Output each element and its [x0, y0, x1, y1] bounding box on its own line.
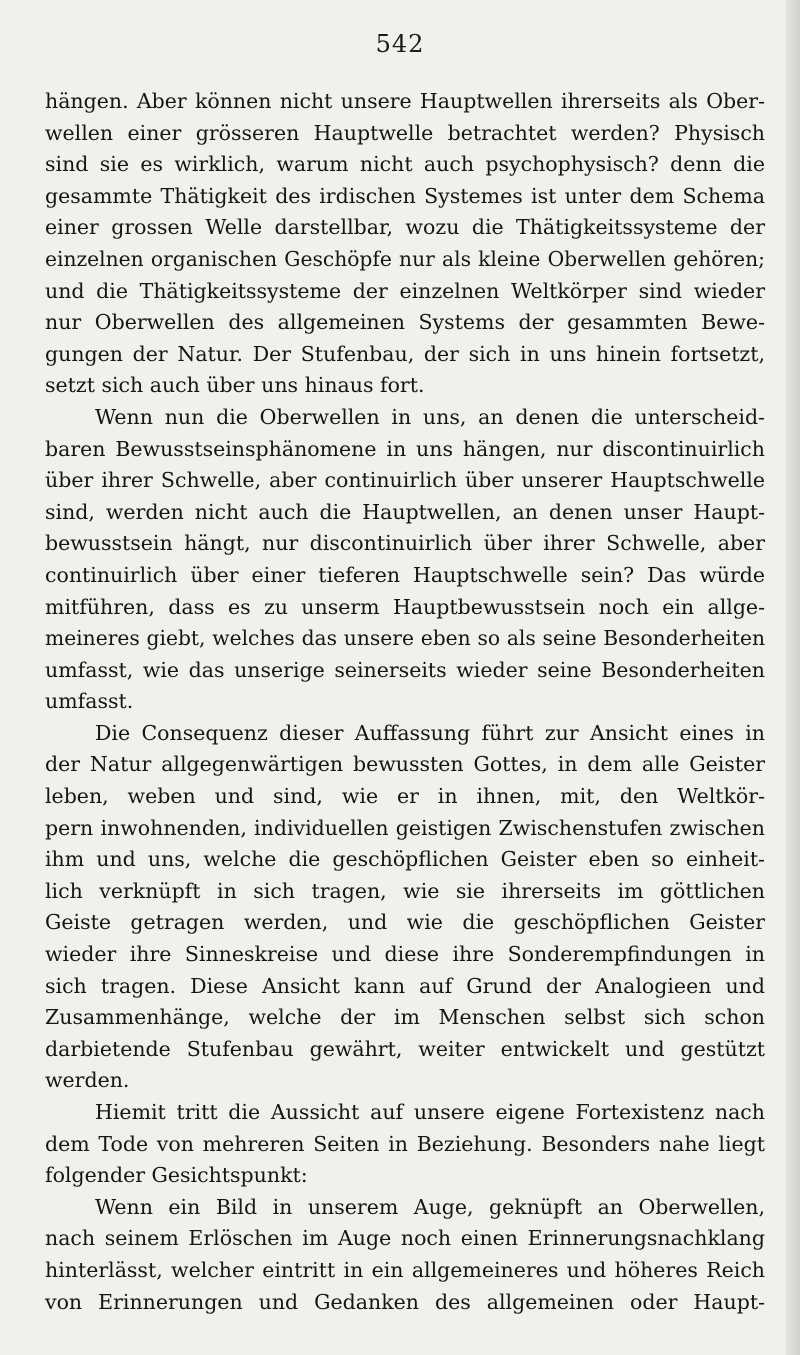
text-line: leben, weben und sind, wie er in ihnen, mit, den Weltkör- [45, 784, 765, 809]
text-line: einer grossen Welle darstellbar, wozu die Thätigkeitssysteme der [45, 215, 765, 240]
body-text [45, 86, 765, 1318]
text-line: bewusstsein hängt, nur discontinuirlich über ihrer Schwelle, aber [45, 531, 765, 556]
page-number: 542 [375, 30, 425, 58]
text-line: sind sie es wirklich, warum nicht auch psychophysisch? denn die [45, 152, 765, 177]
text-line: wellen einer grösseren Hauptwelle betrachtet werden? Physisch [45, 120, 765, 145]
page-edge-shadow [786, 0, 800, 1355]
text-line: darbietende Stufenbau gewährt, weiter entwickelt und gestützt [45, 1036, 765, 1061]
text-line: Wenn nun die Oberwellen in uns, an denen die unterscheid- [95, 404, 765, 429]
text-line: Hiemit tritt die Aussicht auf unsere eigene Fortexistenz nach [95, 1100, 765, 1124]
text-line: Zusammenhänge, welche der im Menschen selbst sich schon [45, 1005, 765, 1030]
text-line: hinterlässt, welcher eintritt in ein allgemeineres und höheres Reich [45, 1257, 765, 1282]
text-line: baren Bewusstseinsphänomene in uns hängen, nur discontinuirlich [45, 436, 765, 461]
text-line: nach seinem Erlöschen im Auge noch einen Erinnerungsnachklang [45, 1226, 765, 1251]
text-line: gungen der Natur. Der Stufenbau, der sich in uns hinein fortsetzt, [45, 341, 765, 366]
text-line: Die Consequenz dieser Auffassung führt zur Ansicht eines in [95, 720, 765, 745]
text-line: Wenn ein Bild in unserem Auge, geknüpft an Oberwellen, [95, 1194, 765, 1219]
text-line: der Natur allgegenwärtigen bewussten Gottes, in dem alle Geister [45, 752, 765, 777]
text-line: Geiste getragen werden, und wie die geschöpflichen Geister [45, 910, 765, 935]
text-line: von Erinnerungen und Gedanken des allgemeinen oder Haupt- [45, 1289, 765, 1314]
text-line: sind, werden nicht auch die Hauptwellen, an denen unser Haupt- [45, 499, 765, 524]
text-line: continuirlich über einer tieferen Hauptschwelle sein? Das würde [45, 562, 765, 587]
text-line: setzt sich auch über uns hinaus fort. [45, 373, 425, 398]
text-line: wieder ihre Sinneskreise und diese ihre Sonderempfindungen in [45, 942, 765, 967]
text-line: meineres giebt, welches das unsere eben so als seine Besonderheiten [45, 626, 765, 651]
text-line: umfasst, wie das unserige seinerseits wieder seine Besonderheiten [45, 657, 765, 682]
text-line: dem Tode von mehreren Seiten in Beziehung. Besonders nahe liegt [45, 1131, 765, 1156]
text-line: hängen. Aber können nicht unsere Hauptwellen ihrerseits als Ober- [45, 89, 765, 113]
text-line: mitführen, dass es zu unserm Hauptbewusstsein noch ein allge- [45, 594, 765, 619]
text-line: werden. [45, 1068, 130, 1093]
text-line: pern inwohnenden, individuellen geistigen Zwischenstufen zwischen [45, 815, 765, 840]
text-line: lich verknüpft in sich tragen, wie sie ihrerseits im göttlichen [45, 878, 765, 903]
text-line: sich tragen. Diese Ansicht kann auf Grund der Analogieen und [45, 973, 765, 998]
text-line: ihm und uns, welche die geschöpflichen Geister eben so einheit- [45, 847, 765, 872]
text-line: über ihrer Schwelle, aber continuirlich über unserer Hauptschwelle [45, 468, 765, 493]
text-line: gesammte Thätigkeit des irdischen Systemes ist unter dem Schema [45, 183, 765, 208]
text-line: einzelnen organischen Geschöpfe nur als kleine Oberwellen gehören; [45, 246, 765, 271]
text-line: und die Thätigkeitssysteme der einzelnen Weltkörper sind wieder [45, 278, 765, 303]
text-line: nur Oberwellen des allgemeinen Systems der gesammten Bewe- [45, 310, 765, 335]
text-line: umfasst. [45, 689, 134, 714]
text-line: folgender Gesichtspunkt: [45, 1163, 308, 1188]
